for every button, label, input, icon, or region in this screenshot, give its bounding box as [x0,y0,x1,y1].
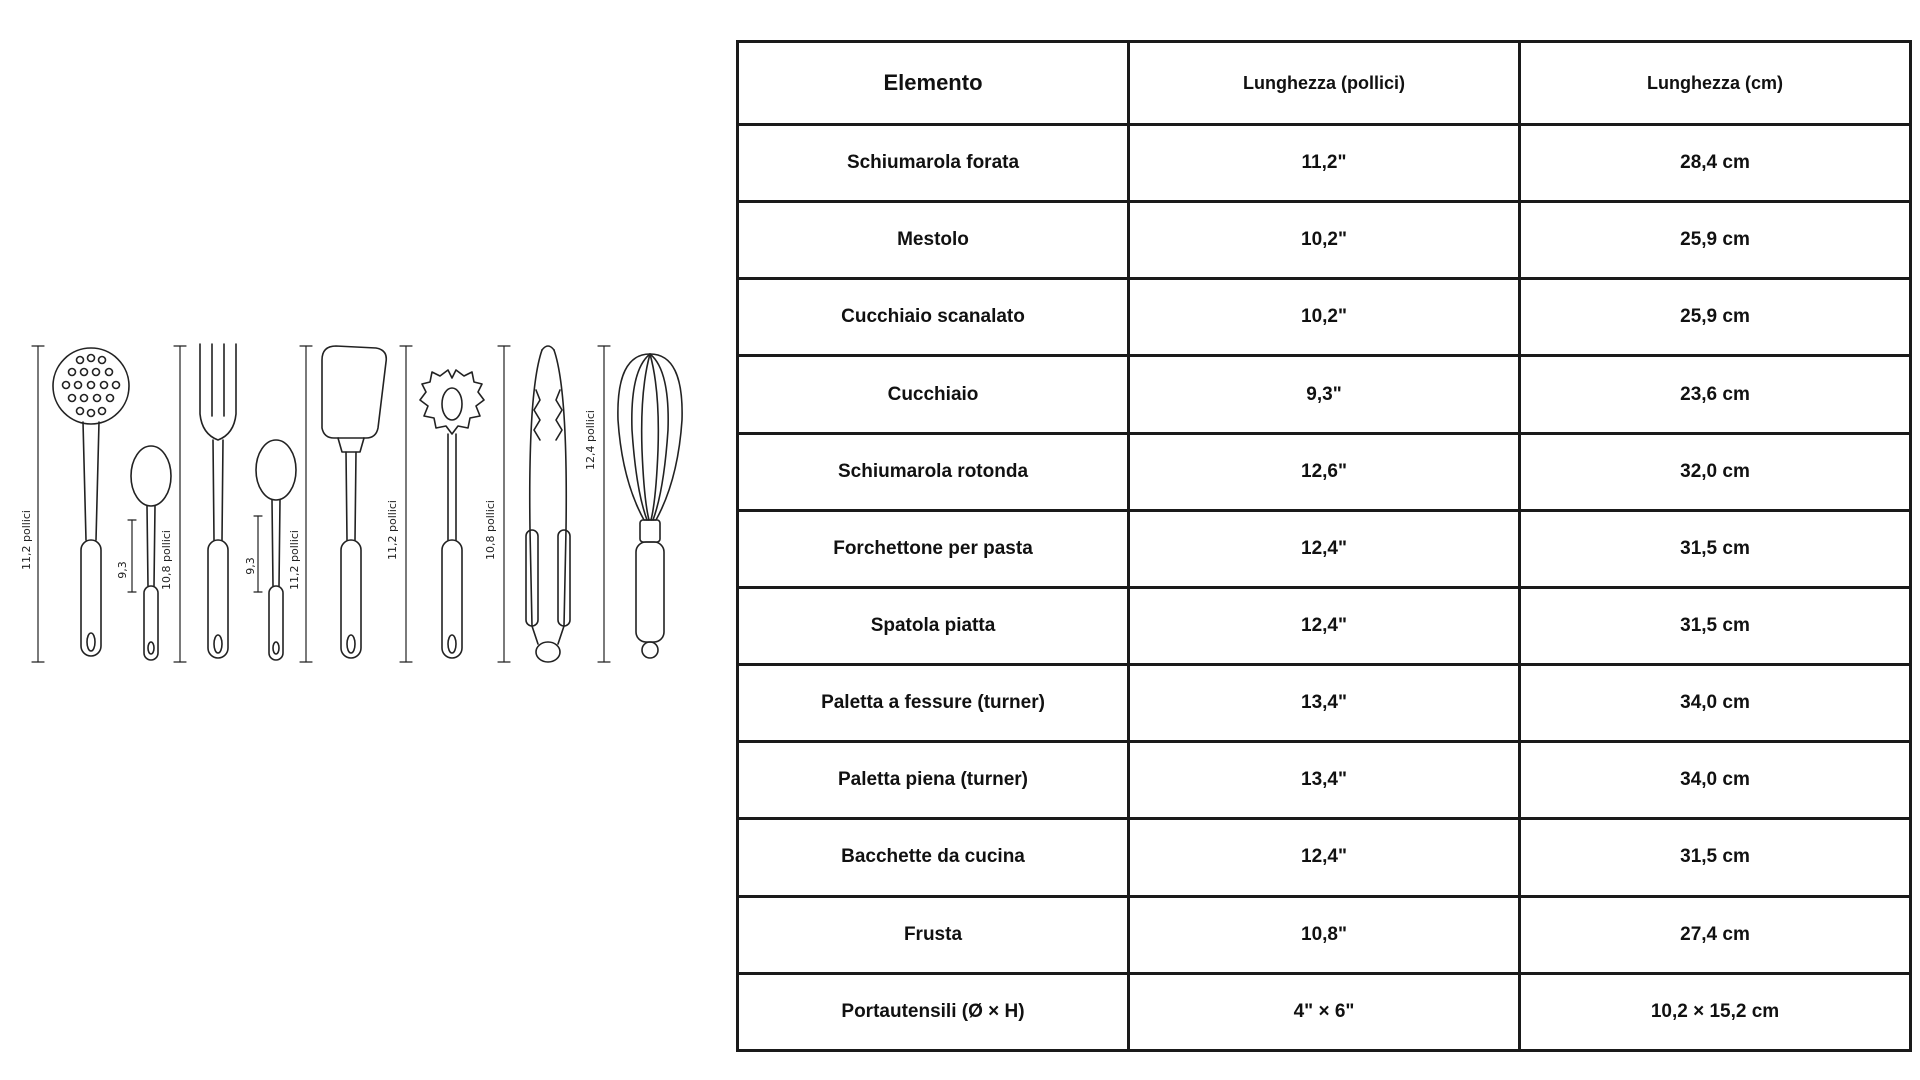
cell-inches: 10,2" [1129,279,1520,356]
fork-icon [200,344,236,658]
cell-cm: 34,0 cm [1520,742,1911,819]
header-item: Elemento [738,42,1129,125]
dimension-line [20,346,44,662]
cell-item: Spatola piatta [738,587,1129,664]
dimension-line [174,346,186,662]
header-length-cm: Lunghezza (cm) [1520,42,1911,125]
cell-item: Portautensili (Ø × H) [738,973,1129,1050]
cell-cm: 23,6 cm [1520,356,1911,433]
cell-inches: 13,4" [1129,665,1520,742]
dimension-label: 9,3 [116,561,129,579]
dimension-line [300,346,312,662]
dimension-line [598,346,610,662]
cell-cm: 31,5 cm [1520,587,1911,664]
cell-item: Frusta [738,896,1129,973]
table-row [738,125,1911,202]
cell-inches: 13,4" [1129,742,1520,819]
dimension-line [244,516,262,592]
skimmer-icon [53,348,129,656]
cell-item: Schiumarola forata [738,125,1129,202]
dimension-label: 9,3 [244,557,257,575]
table-row [738,510,1911,587]
table-row [738,202,1911,279]
cell-inches: 10,2" [1129,202,1520,279]
cell-cm: 34,0 cm [1520,665,1911,742]
cell-inches: 12,4" [1129,819,1520,896]
cell-cm: 32,0 cm [1520,433,1911,510]
utensil-illustration [20,330,700,670]
cell-item: Mestolo [738,202,1129,279]
dimension-label: 12,4 pollici [584,410,597,470]
cell-item: Schiumarola rotonda [738,433,1129,510]
dimension-line [116,520,136,592]
tongs-icon [526,346,570,662]
dimension-label: 11,2 pollici [288,530,301,590]
dimension-label: 10,8 pollici [484,500,497,560]
whisk-icon [618,354,682,658]
cell-inches: 9,3" [1129,356,1520,433]
dimension-label: 10,8 pollici [160,530,173,590]
dimension-line [400,346,412,662]
cell-item: Paletta a fessure (turner) [738,665,1129,742]
table-header-row [738,42,1911,125]
table-row [738,279,1911,356]
dimension-label: 11,2 pollici [386,500,399,560]
cell-cm: 27,4 cm [1520,896,1911,973]
cell-cm: 31,5 cm [1520,510,1911,587]
cell-inches: 4" × 6" [1129,973,1520,1050]
cell-inches: 12,4" [1129,510,1520,587]
table-row [738,433,1911,510]
utensil-length-table [736,40,1912,1052]
cell-cm: 25,9 cm [1520,279,1911,356]
cell-cm: 10,2 × 15,2 cm [1520,973,1911,1050]
table-row [738,356,1911,433]
cell-inches: 10,8" [1129,896,1520,973]
cell-cm: 25,9 cm [1520,202,1911,279]
cell-item: Cucchiaio [738,356,1129,433]
pasta-server-icon [420,370,484,658]
cell-item: Forchettone per pasta [738,510,1129,587]
dimension-line [498,346,510,662]
turner-icon [322,346,386,658]
cell-inches: 11,2" [1129,125,1520,202]
header-length-inches: Lunghezza (pollici) [1129,42,1520,125]
cell-inches: 12,4" [1129,587,1520,664]
table-row [738,742,1911,819]
table-row [738,819,1911,896]
cell-item: Paletta piena (turner) [738,742,1129,819]
table-row [738,896,1911,973]
table-row [738,973,1911,1050]
cell-item: Cucchiaio scanalato [738,279,1129,356]
table-row [738,587,1911,664]
table-row [738,665,1911,742]
cell-inches: 12,6" [1129,433,1520,510]
dimension-label: 11,2 pollici [20,510,33,570]
cell-cm: 28,4 cm [1520,125,1911,202]
cell-cm: 31,5 cm [1520,819,1911,896]
cell-item: Bacchette da cucina [738,819,1129,896]
